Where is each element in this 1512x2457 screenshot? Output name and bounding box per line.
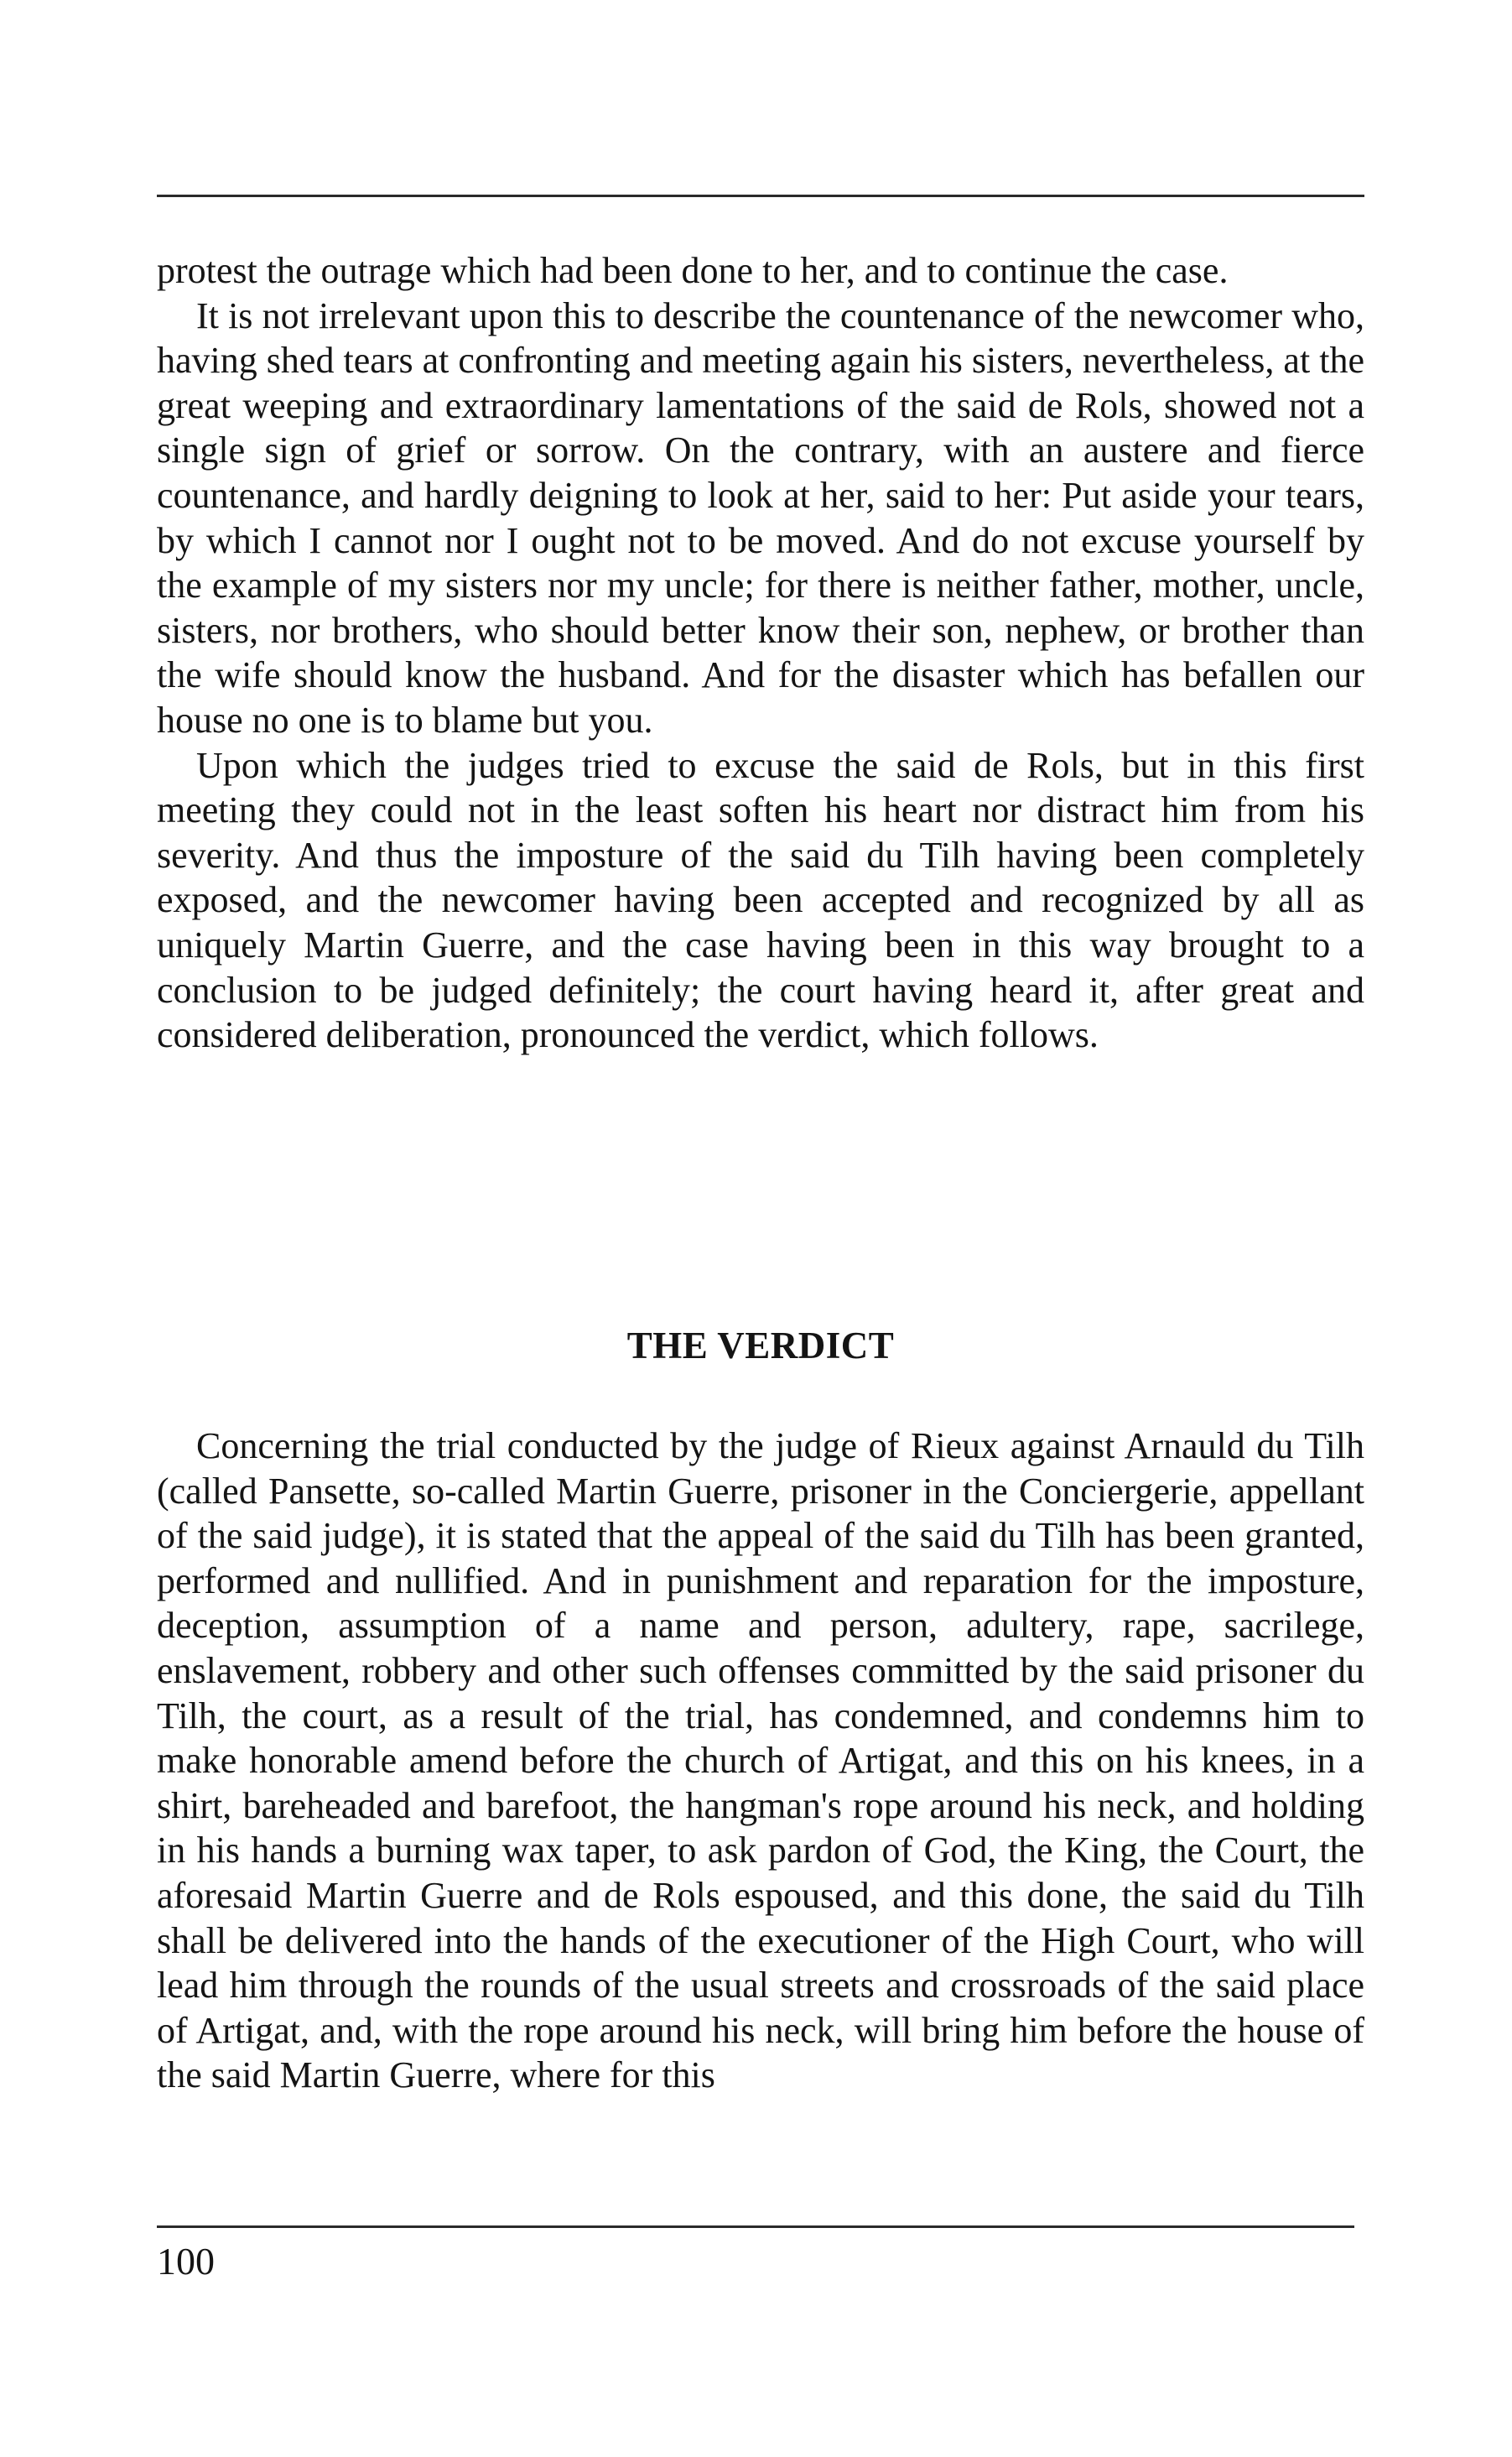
- paragraph-continuation: protest the outrage which had been done to her, and to continue the case.: [157, 250, 1229, 291]
- paragraph-judges-excuse: Upon which the judges tried to excuse the said de Rols, but in this first meeting they could not in the least soften his heart nor distract him from his severity. And thus the imposture of the said du Tilh having been completely exposed, and the newcomer having been accepted and recognized by all as uniquely Martin Guerre, and the case having been in this way brought to a conclusion to be judged definitely; the court having heard it, after great and considered deliberation, pronounced the verdict, which follows.: [157, 744, 1364, 1056]
- book-page: [157, 0, 1364, 2457]
- bottom-rule: [157, 2225, 1354, 2228]
- paragraph-newcomer-countenance: It is not irrelevant upon this to describe the countenance of the newcomer who, having shed tears at confronting and meeting again his sisters, nevertheless, at the great weeping and extraordinary lamentations of the said de Rols, showed not a single sign of grief or sorrow. On the contrary, with an austere and fierce countenance, and hardly deigning to look at her, said to her: Put aside your tears, by which I cannot nor I ought not to be moved. And do not excuse yourself by the example of my sisters nor my uncle; for there is neither father, mother, uncle, sisters, nor brothers, who should better know their son, nephew, or brother than the wife should know the husband. And for the disaster which has befallen our house no one is to blame but you.: [157, 294, 1364, 741]
- page-number: 100: [157, 2240, 215, 2283]
- verdict-text: [157, 1424, 1364, 2098]
- top-rule: [157, 195, 1364, 197]
- paragraph-verdict: Concerning the trial conducted by the judge of Rieux against Arnauld du Tilh (called Pansette, so-called Martin Guerre, prisoner in the Conciergerie, appellant of the said judge), it is stated that the appeal of the said du Tilh has been granted, performed and nullified. And in punishment and reparation for the imposture, deception, assumption of a name and person, adultery, rape, sacrilege, enslavement, robbery and other such offenses committed by the said prisoner du Tilh, the court, as a result of the trial, has condemned, and condemns him to make honorable amend before the church of Artigat, and this on his knees, in a shirt, bareheaded and barefoot, the hangman's rope around his neck, and holding in his hands a burning wax taper, to ask pardon of God, the King, the Court, the aforesaid Martin Guerre and de Rols espoused, and this done, the said du Tilh shall be delivered into the hands of the executioner of the High Court, who will lead him through the rounds of the usual streets and crossroads of the said place of Artigat, and, with the rope around his neck, will bring him before the house of the said Martin Guerre, where for this: [157, 1425, 1364, 2096]
- section-heading: THE VERDICT: [626, 1325, 895, 1366]
- body-text: [157, 248, 1364, 1058]
